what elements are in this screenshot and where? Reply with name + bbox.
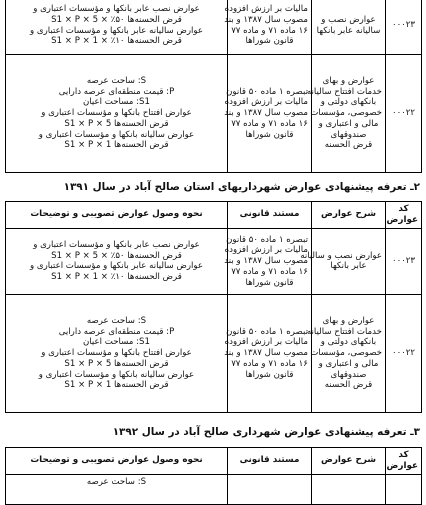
code-cell: ۰۰۰۲۲	[386, 294, 422, 412]
table-header-row	[6, 202, 422, 229]
table-header-row	[6, 448, 422, 475]
desc-cell	[312, 474, 386, 504]
code-cell: ۰۰۰۲۳	[386, 228, 422, 294]
header-desc: شرح عوارض	[312, 448, 386, 475]
header-legal: مستند قانونی	[228, 448, 312, 475]
calc-cell: عوارض نصب عابر بانکها و مؤسسات اعتباری و قرض الحسنه‌ها S1 × P × 5 × ٪۵۰ عوارض سالیانه عابر بانکها و مؤسسات اعتباری و قرض الحسنه‌ها S1 × P × 1 × ٪۱۰	[6, 228, 228, 294]
calc-cell: S: ساحت عرصه P: قیمت منطقه‌ای عرصه دارایی S1: مساحت اعیان عوارض افتتاح بانکها و مؤسسات اعتباری و قرض الحسنه‌ها S1 × P × 5 عوارض سالیانه بانکها و مؤسسات اعتباری و قرض الحسنه‌ها S1 × P × 1	[6, 55, 228, 173]
legal-cell: تبصره ۱ ماده ۵۰ قانون مالیات بر ارزش افزوده مصوب سال ۱۳۸۷ و بند ۱۶ ماده ۷۱ و ماده ۷۷ قانون شوراها	[228, 55, 312, 173]
header-desc: شرح عوارض	[312, 202, 386, 229]
legal-cell: مالیات بر ارزش افزوده مصوب سال ۱۳۸۷ و بند ۱۶ ماده ۷۱ و ماده ۷۷ قانون شوراها	[228, 0, 312, 55]
table-row	[6, 55, 422, 173]
desc-cell: عوارض و بهای خدمات افتتاح سالیانه بانکهای دولتی و خصوصی، مؤسسات مالی و اعتباری و صندوقهای قرض الحسنه	[312, 294, 386, 412]
table-row	[6, 228, 422, 294]
header-legal: مستند قانونی	[228, 202, 312, 229]
table-row	[6, 474, 422, 504]
desc-cell: عوارض و بهای خدمات افتتاح سالیانه بانکهای دولتی و خصوصی، مؤسسات مالی و اعتباری و صندوقهای قرض الحسنه	[312, 55, 386, 173]
section-2-title: ۲ـ تعرفه پیشنهادی عوارض شهرداریهای استان صالح آباد در سال ۱۳۹۱	[63, 181, 420, 193]
calc-cell: عوارض نصب عابر بانکها و مؤسسات اعتباری و قرض الحسنه‌ها S1 × P × 5 × ٪۵۰ عوارض سالیانه عابر بانکها و مؤسسات اعتباری و قرض الحسنه‌ها S1 × P × 1 × ٪۱۰	[6, 0, 228, 55]
desc-cell: عوارض نصب و سالیانه عابر بانکها	[312, 228, 386, 294]
legal-cell: تبصره ۱ ماده ۵۰ قانون مالیات بر ارزش افزوده مصوب سال ۱۳۸۷ و بند ۱۶ ماده ۷۱ و ماده ۷۷ قانون شوراها	[228, 294, 312, 412]
table-1	[5, 0, 422, 173]
calc-cell: S: ساحت عرصه P: قیمت منطقه‌ای عرصه دارایی S1: مساحت اعیان عوارض افتتاح بانکها و مؤسسات اعتباری و قرض الحسنه‌ها S1 × P × 5 عوارض سالیانه بانکها و مؤسسات اعتباری و قرض الحسنه‌ها S1 × P × 1	[6, 294, 228, 412]
calc-cell: S: ساحت عرصه	[6, 474, 228, 504]
desc-cell: عوارض نصب و سالیانه عابر بانکها	[312, 0, 386, 55]
legal-cell: تبصره ۱ ماده ۵۰ قانون مالیات بر ارزش افزوده مصوب سال ۱۳۸۷ و بند ۱۶ ماده ۷۱ و ماده ۷۷ قانون شوراها	[228, 228, 312, 294]
header-calc: نحوه وصول عوارض تصویبی و توضیحات	[6, 448, 228, 475]
header-code: کد عوارض	[386, 448, 422, 475]
legal-cell	[228, 474, 312, 504]
code-cell: ۰۰۰۲۲	[386, 55, 422, 173]
table-row	[6, 0, 422, 55]
code-cell: ۰۰۰۲۳	[386, 0, 422, 55]
header-calc: نحوه وصول عوارض تصویبی و توضیحات	[6, 202, 228, 229]
table-row	[6, 294, 422, 412]
table-2	[5, 201, 422, 413]
table-3	[5, 447, 422, 505]
code-cell	[386, 474, 422, 504]
header-code: کد عوارض	[386, 202, 422, 229]
section-3-title: ۳ـ تعرفه پیشنهادی عوارض شهرداری صالح آباد در سال ۱۳۹۲	[112, 426, 420, 438]
